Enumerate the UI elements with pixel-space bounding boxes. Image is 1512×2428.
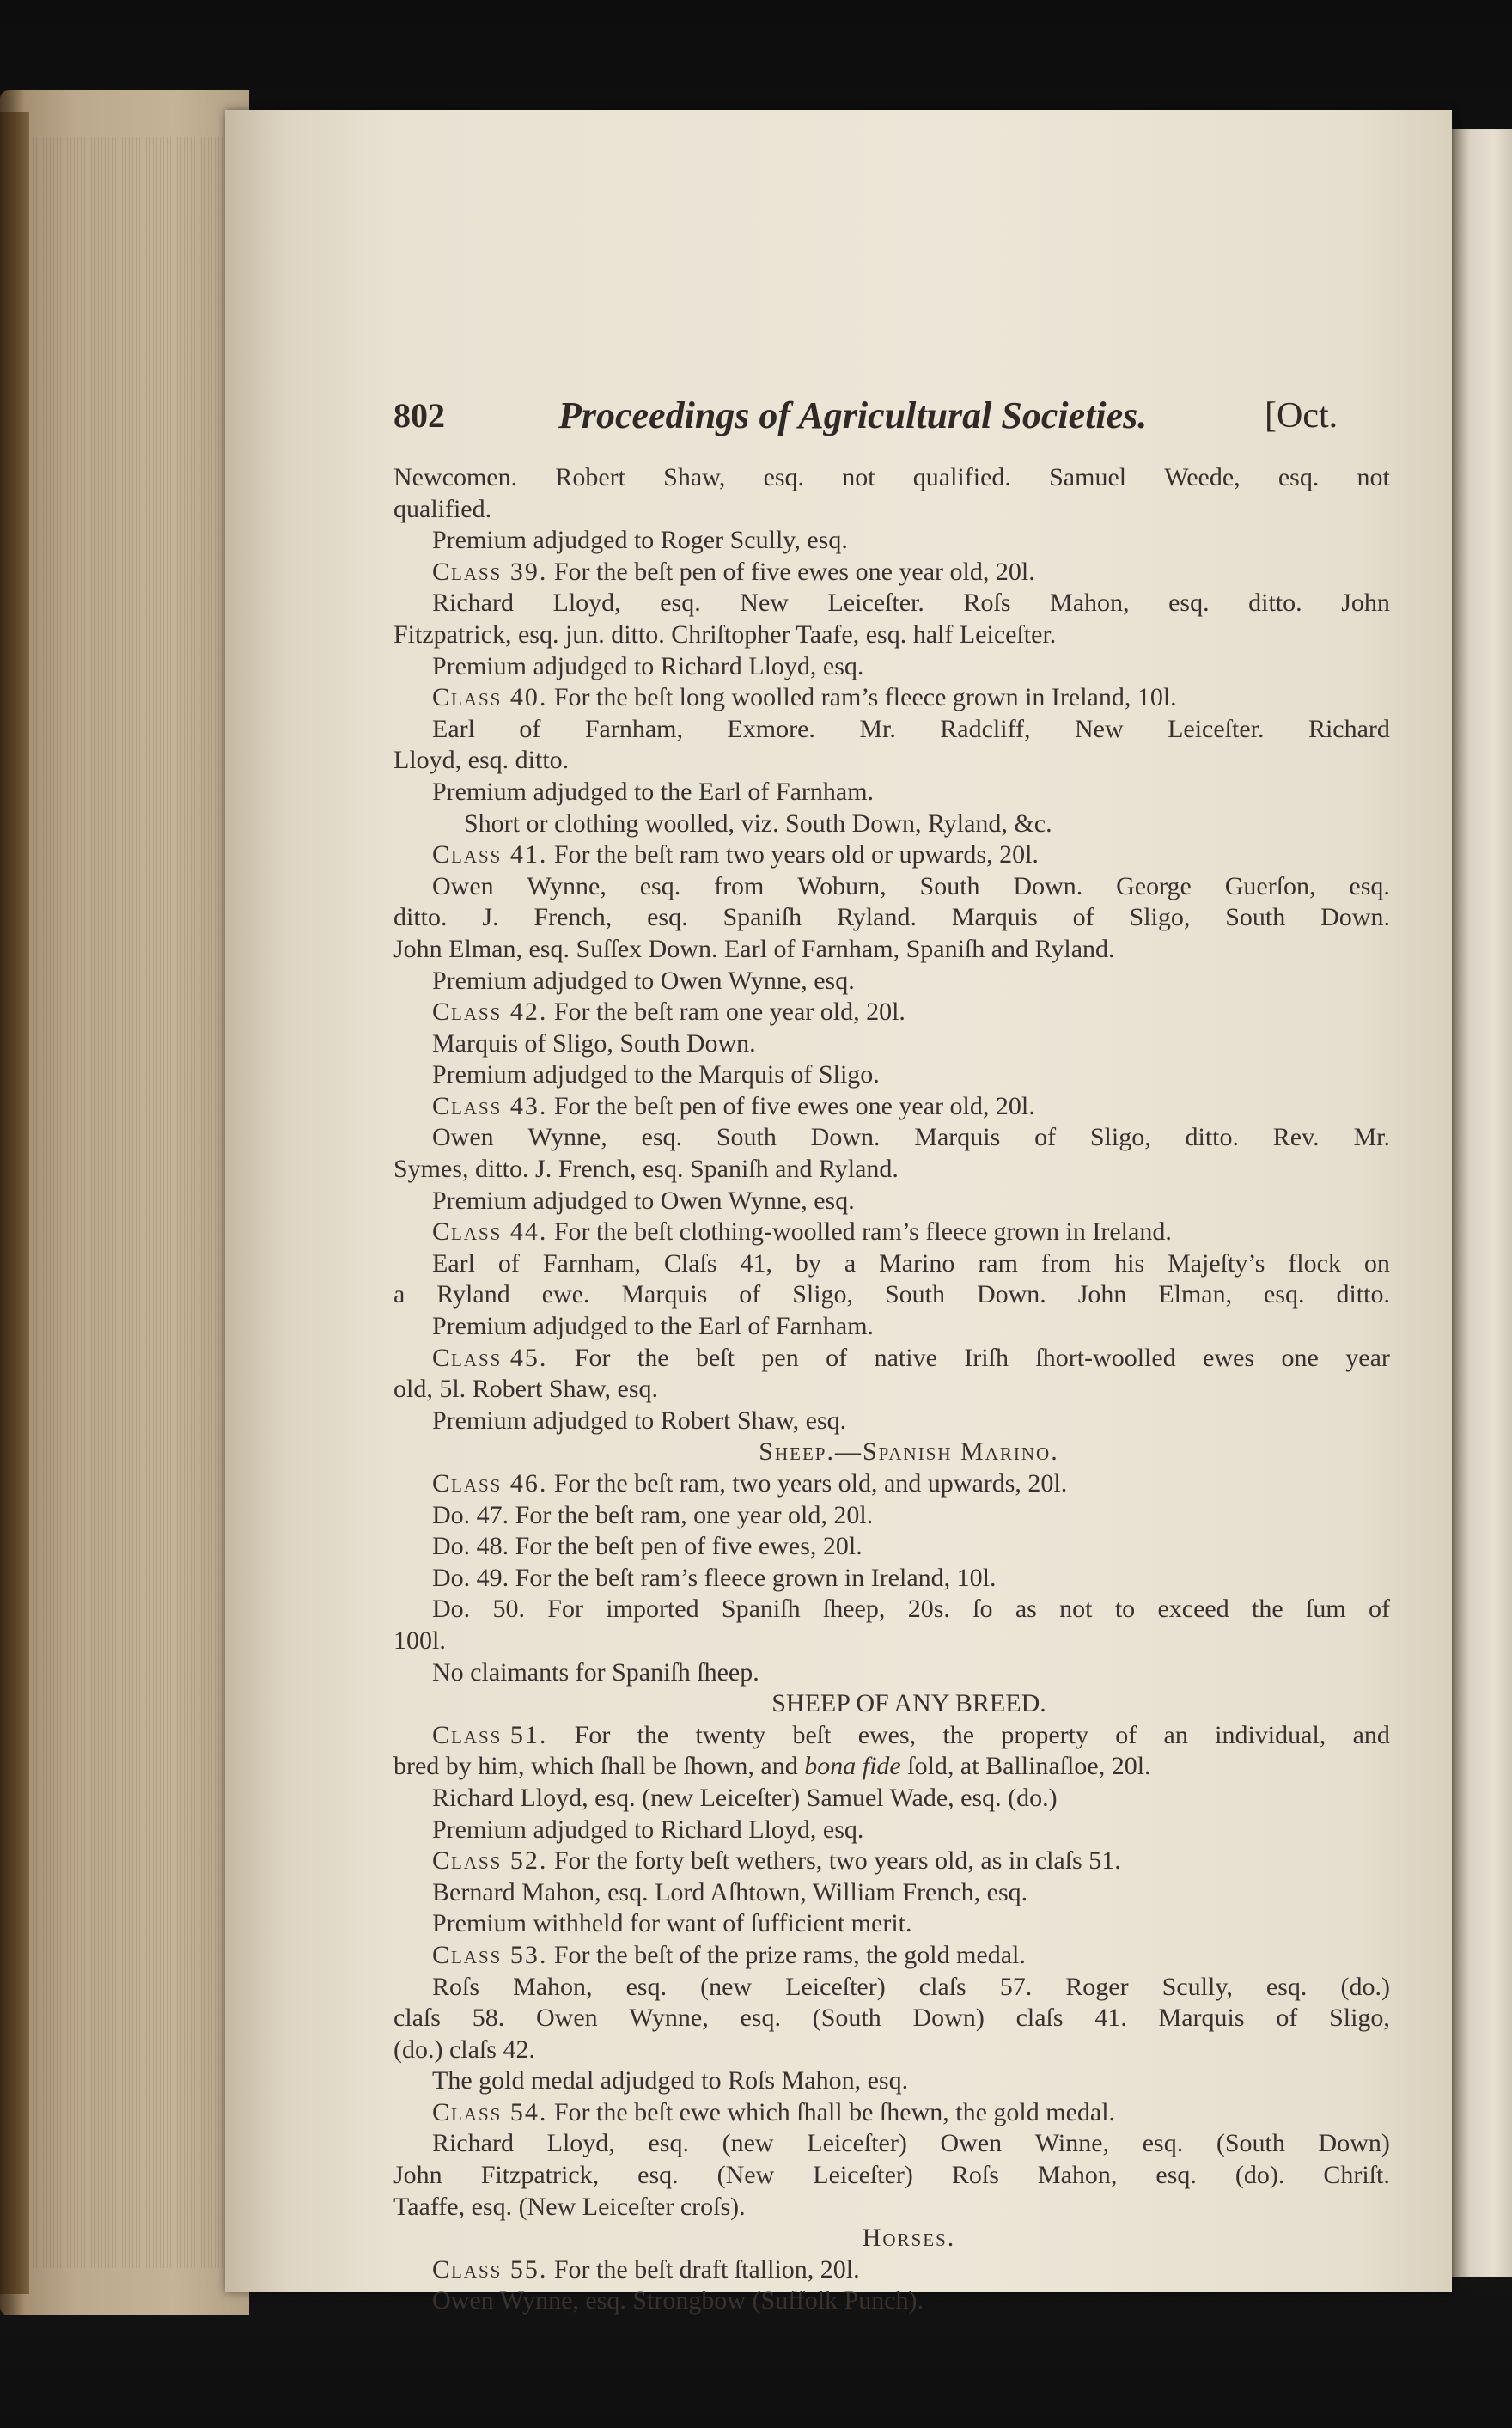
line-content: Premium adjudged to Owen Wynne, esq. bbox=[432, 966, 855, 995]
page-header bbox=[225, 387, 1452, 455]
line-content: Marquis of Sligo, South Down. bbox=[432, 1028, 756, 1058]
text-line bbox=[393, 1406, 1390, 1437]
text-line bbox=[393, 1531, 1390, 1563]
line-content: Taaffe, esq. (New Leiceſter croſs). bbox=[393, 2192, 746, 2221]
line-content: Premium adjudged to Owen Wynne, esq. bbox=[432, 1186, 855, 1215]
text-line bbox=[393, 619, 1390, 651]
line-content: bred by him, which ſhall be ſhown, and bona fide ſold, at Ballinaſloe, 20l. bbox=[393, 1752, 1151, 1781]
text-line bbox=[393, 682, 1390, 714]
text-line bbox=[393, 777, 1390, 808]
line-content: John Fitzpatrick, esq. (New Leiceſter) Roſs Mahon, esq. (do). Chriſt. bbox=[393, 2161, 1390, 2190]
text-line bbox=[393, 2097, 1390, 2129]
text-line bbox=[393, 1845, 1390, 1877]
text-line bbox=[393, 588, 1390, 619]
text-line bbox=[393, 651, 1390, 683]
italic-phrase: bona fide bbox=[804, 1752, 901, 1781]
line-content: 100l. bbox=[393, 1626, 446, 1655]
class-label: Class 46. bbox=[432, 1469, 548, 1498]
line-content: Class 39. For the beſt pen of five ewes one year old, 20l. bbox=[432, 557, 1035, 586]
class-label: Class 53. bbox=[432, 1940, 548, 1969]
text-line bbox=[393, 871, 1390, 903]
line-content: Symes, ditto. J. French, esq. Spaniſh and Ryland. bbox=[393, 1155, 899, 1184]
line-content: claſs 58. Owen Wynne, esq. (South Down) claſs 41. Marquis of Sligo, bbox=[393, 2004, 1390, 2033]
text-line bbox=[393, 2254, 1390, 2286]
line-content: Premium adjudged to Richard Lloyd, esq. bbox=[432, 1815, 864, 1844]
text-line bbox=[393, 2285, 1390, 2317]
text-line bbox=[393, 1688, 1390, 1720]
text-line bbox=[393, 1311, 1390, 1343]
line-content: Do. 49. For the beſt ram’s fleece grown in Ireland, 10l. bbox=[432, 1563, 997, 1592]
class-label: Class 44. bbox=[432, 1217, 548, 1247]
line-content: (do.) claſs 42. bbox=[393, 2035, 535, 2064]
text-line bbox=[393, 1783, 1390, 1815]
class-label: Class 43. bbox=[432, 1091, 548, 1120]
line-content: Short or clothing woolled, viz. South Down, Ryland, &c. bbox=[464, 808, 1052, 838]
line-content: Class 43. For the beſt pen of five ewes one year old, 20l. bbox=[432, 1091, 1035, 1120]
line-content: Premium adjudged to the Marquis of Sligo. bbox=[432, 1060, 880, 1089]
section-heading bbox=[393, 2223, 1390, 2254]
line-content: John Elman, esq. Suſſex Down. Earl of Farnham, Spaniſh and Ryland. bbox=[393, 934, 1115, 963]
text-line bbox=[393, 2003, 1390, 2035]
line-content: Owen Wynne, esq. South Down. Marquis of Sligo, ditto. Rev. Mr. bbox=[432, 1123, 1390, 1152]
text-line bbox=[393, 2160, 1390, 2192]
page-body bbox=[393, 462, 1390, 2317]
text-line bbox=[393, 1248, 1390, 1280]
line-content: Do. 47. For the beſt ram, one year old, 20l. bbox=[432, 1500, 874, 1529]
class-label: Class 52. bbox=[432, 1846, 548, 1876]
text-line bbox=[393, 1908, 1390, 1940]
text-line bbox=[393, 839, 1390, 871]
line-content: Class 40. For the beſt long woolled ram’s fleece grown in Ireland, 10l. bbox=[432, 683, 1177, 712]
line-content: Class 53. For the beſt of the prize rams, the gold medal. bbox=[432, 1940, 1026, 1969]
running-title: Proceedings of Agricultural Societies. bbox=[558, 394, 1148, 436]
line-content: Class 54. For the beſt ewe which ſhall be ſhewn, the gold medal. bbox=[432, 2097, 1116, 2126]
text-line bbox=[393, 2128, 1390, 2160]
line-content: Premium adjudged to the Earl of Farnham. bbox=[432, 1312, 875, 1341]
class-label: Class 51. bbox=[432, 1720, 548, 1749]
line-content: Earl of Farnham, Claſs 41, by a Marino ram from his Majeſty’s flock on bbox=[432, 1248, 1390, 1278]
line-content: Fitzpatrick, esq. jun. ditto. Chriſtopher Taafe, esq. half Leiceſter. bbox=[393, 619, 1057, 649]
line-content: a Ryland ewe. Marquis of Sligo, South Down. John Elman, esq. ditto. bbox=[393, 1280, 1390, 1309]
line-content: ditto. J. French, esq. Spaniſh Ryland. Marquis of Sligo, South Down. bbox=[393, 903, 1390, 932]
text-line bbox=[393, 1217, 1390, 1248]
text-line bbox=[393, 1657, 1390, 1689]
text-line bbox=[393, 1751, 1390, 1783]
class-label: Class 39. bbox=[432, 557, 548, 586]
text-line bbox=[393, 1059, 1390, 1091]
text-line bbox=[393, 902, 1390, 934]
line-content: Class 52. For the forty beſt wethers, two years old, as in claſs 51. bbox=[432, 1846, 1121, 1876]
header-month: [Oct. bbox=[1265, 396, 1338, 436]
line-content: Richard Lloyd, esq. (new Leiceſter) Owen Winne, esq. (South Down) bbox=[432, 2129, 1390, 2158]
text-line bbox=[393, 1594, 1390, 1626]
class-label: Class 42. bbox=[432, 997, 548, 1027]
heading-text: Sheep.—Spaniſh Marino. bbox=[759, 1437, 1059, 1467]
text-line bbox=[393, 2035, 1390, 2066]
line-content: The gold medal adjudged to Roſs Mahon, esq. bbox=[432, 2066, 909, 2096]
section-heading bbox=[393, 1437, 1390, 1468]
text-line bbox=[393, 1877, 1390, 1909]
class-label: Class 55. bbox=[432, 2254, 548, 2284]
text-line bbox=[393, 1500, 1390, 1532]
line-content: Premium withheld for want of ſufficient merit. bbox=[432, 1909, 912, 1938]
page-number: 802 bbox=[393, 396, 445, 435]
page-edge-lines bbox=[33, 137, 239, 2268]
text-line bbox=[393, 525, 1390, 557]
text-line bbox=[393, 1374, 1390, 1406]
line-content: No claimants for Spaniſh ſheep. bbox=[432, 1657, 759, 1687]
text-line bbox=[393, 1154, 1390, 1186]
text-line bbox=[393, 1091, 1390, 1123]
book-page bbox=[225, 110, 1452, 2315]
line-content: Class 41. For the beſt ram two years old or upwards, 20l. bbox=[432, 840, 1039, 869]
text-line bbox=[393, 462, 1390, 494]
text-line bbox=[393, 1468, 1390, 1500]
line-content: Richard Lloyd, esq. New Leiceſter. Roſs Mahon, esq. ditto. John bbox=[432, 589, 1390, 618]
text-line bbox=[393, 808, 1390, 840]
line-content: Class 44. For the beſt clothing-woolled ram’s fleece grown in Ireland. bbox=[432, 1217, 1172, 1247]
line-content: SHEEP OF ANY BREED. bbox=[771, 1689, 1046, 1718]
line-content: Class 51. For the twenty beſt ewes, the property of an individual, and bbox=[432, 1720, 1390, 1752]
class-label: Class 45. bbox=[432, 1343, 548, 1372]
text-line bbox=[393, 557, 1390, 589]
line-content: Do. 48. For the beſt pen of five ewes, 20l. bbox=[432, 1532, 863, 1561]
line-content: Premium adjudged to the Earl of Farnham. bbox=[432, 777, 875, 806]
text-line bbox=[393, 1343, 1390, 1375]
text-line bbox=[393, 1563, 1390, 1595]
text-line bbox=[393, 1626, 1390, 1657]
text-line bbox=[393, 714, 1390, 746]
heading-text: Horses. bbox=[862, 2224, 956, 2253]
text-line bbox=[393, 934, 1390, 966]
line-content: Premium adjudged to Roger Scully, esq. bbox=[432, 526, 848, 555]
text-line bbox=[393, 494, 1390, 526]
line-content: Lloyd, esq. ditto. bbox=[393, 746, 570, 775]
text-line bbox=[393, 1186, 1390, 1217]
text-line bbox=[393, 1720, 1390, 1752]
text-line bbox=[393, 745, 1390, 777]
line-content: Bernard Mahon, esq. Lord Aſhtown, William French, esq. bbox=[432, 1877, 1028, 1906]
facing-page-edge bbox=[1452, 129, 1512, 2277]
text-line bbox=[393, 966, 1390, 997]
book-cover-edge bbox=[0, 112, 29, 2294]
text-line bbox=[393, 997, 1390, 1028]
line-content: old, 5l. Robert Shaw, esq. bbox=[393, 1375, 659, 1404]
text-line bbox=[393, 1940, 1390, 1972]
text-line bbox=[393, 2192, 1390, 2224]
text-line bbox=[393, 1815, 1390, 1846]
line-content: Class 45. For the beſt pen of native Iriſh ſhort-woolled ewes one year bbox=[432, 1343, 1390, 1375]
line-content: Roſs Mahon, esq. (new Leiceſter) claſs 57. Roger Scully, esq. (do.) bbox=[432, 1972, 1390, 2001]
text-line bbox=[393, 1028, 1390, 1060]
line-content: qualified. bbox=[393, 494, 492, 523]
text-line bbox=[393, 1972, 1390, 2004]
text-line bbox=[393, 1279, 1390, 1311]
line-content: Class 46. For the beſt ram, two years old, and upwards, 20l. bbox=[432, 1469, 1068, 1498]
line-content: Owen Wynne, esq. from Woburn, South Down. George Guerſon, esq. bbox=[432, 871, 1390, 900]
class-label: Class 41. bbox=[432, 840, 548, 869]
line-content: Do. 50. For imported Spaniſh ſheep, 20s. ſo as not to exceed the ſum of bbox=[432, 1595, 1390, 1624]
line-content: Premium adjudged to Richard Lloyd, esq. bbox=[432, 651, 864, 680]
line-content: Class 42. For the beſt ram one year old, 20l. bbox=[432, 997, 905, 1027]
class-label: Class 40. bbox=[432, 683, 548, 712]
line-content: Newcomen. Robert Shaw, esq. not qualified. Samuel Weede, esq. not bbox=[393, 463, 1390, 491]
line-content: Richard Lloyd, esq. (new Leiceſter) Samuel Wade, esq. (do.) bbox=[432, 1783, 1058, 1812]
text-line bbox=[393, 1122, 1390, 1154]
line-content: Class 55. For the beſt draft ſtallion, 20l. bbox=[432, 2254, 860, 2284]
class-label: Class 54. bbox=[432, 2097, 548, 2126]
text-line bbox=[393, 2065, 1390, 2097]
line-content: Owen Wynne, esq. Strongbow (Suffolk Punch). bbox=[432, 2286, 924, 2315]
line-content: Earl of Farnham, Exmore. Mr. Radcliff, New Leiceſter. Richard bbox=[432, 714, 1390, 743]
line-content: Premium adjudged to Robert Shaw, esq. bbox=[432, 1406, 847, 1435]
